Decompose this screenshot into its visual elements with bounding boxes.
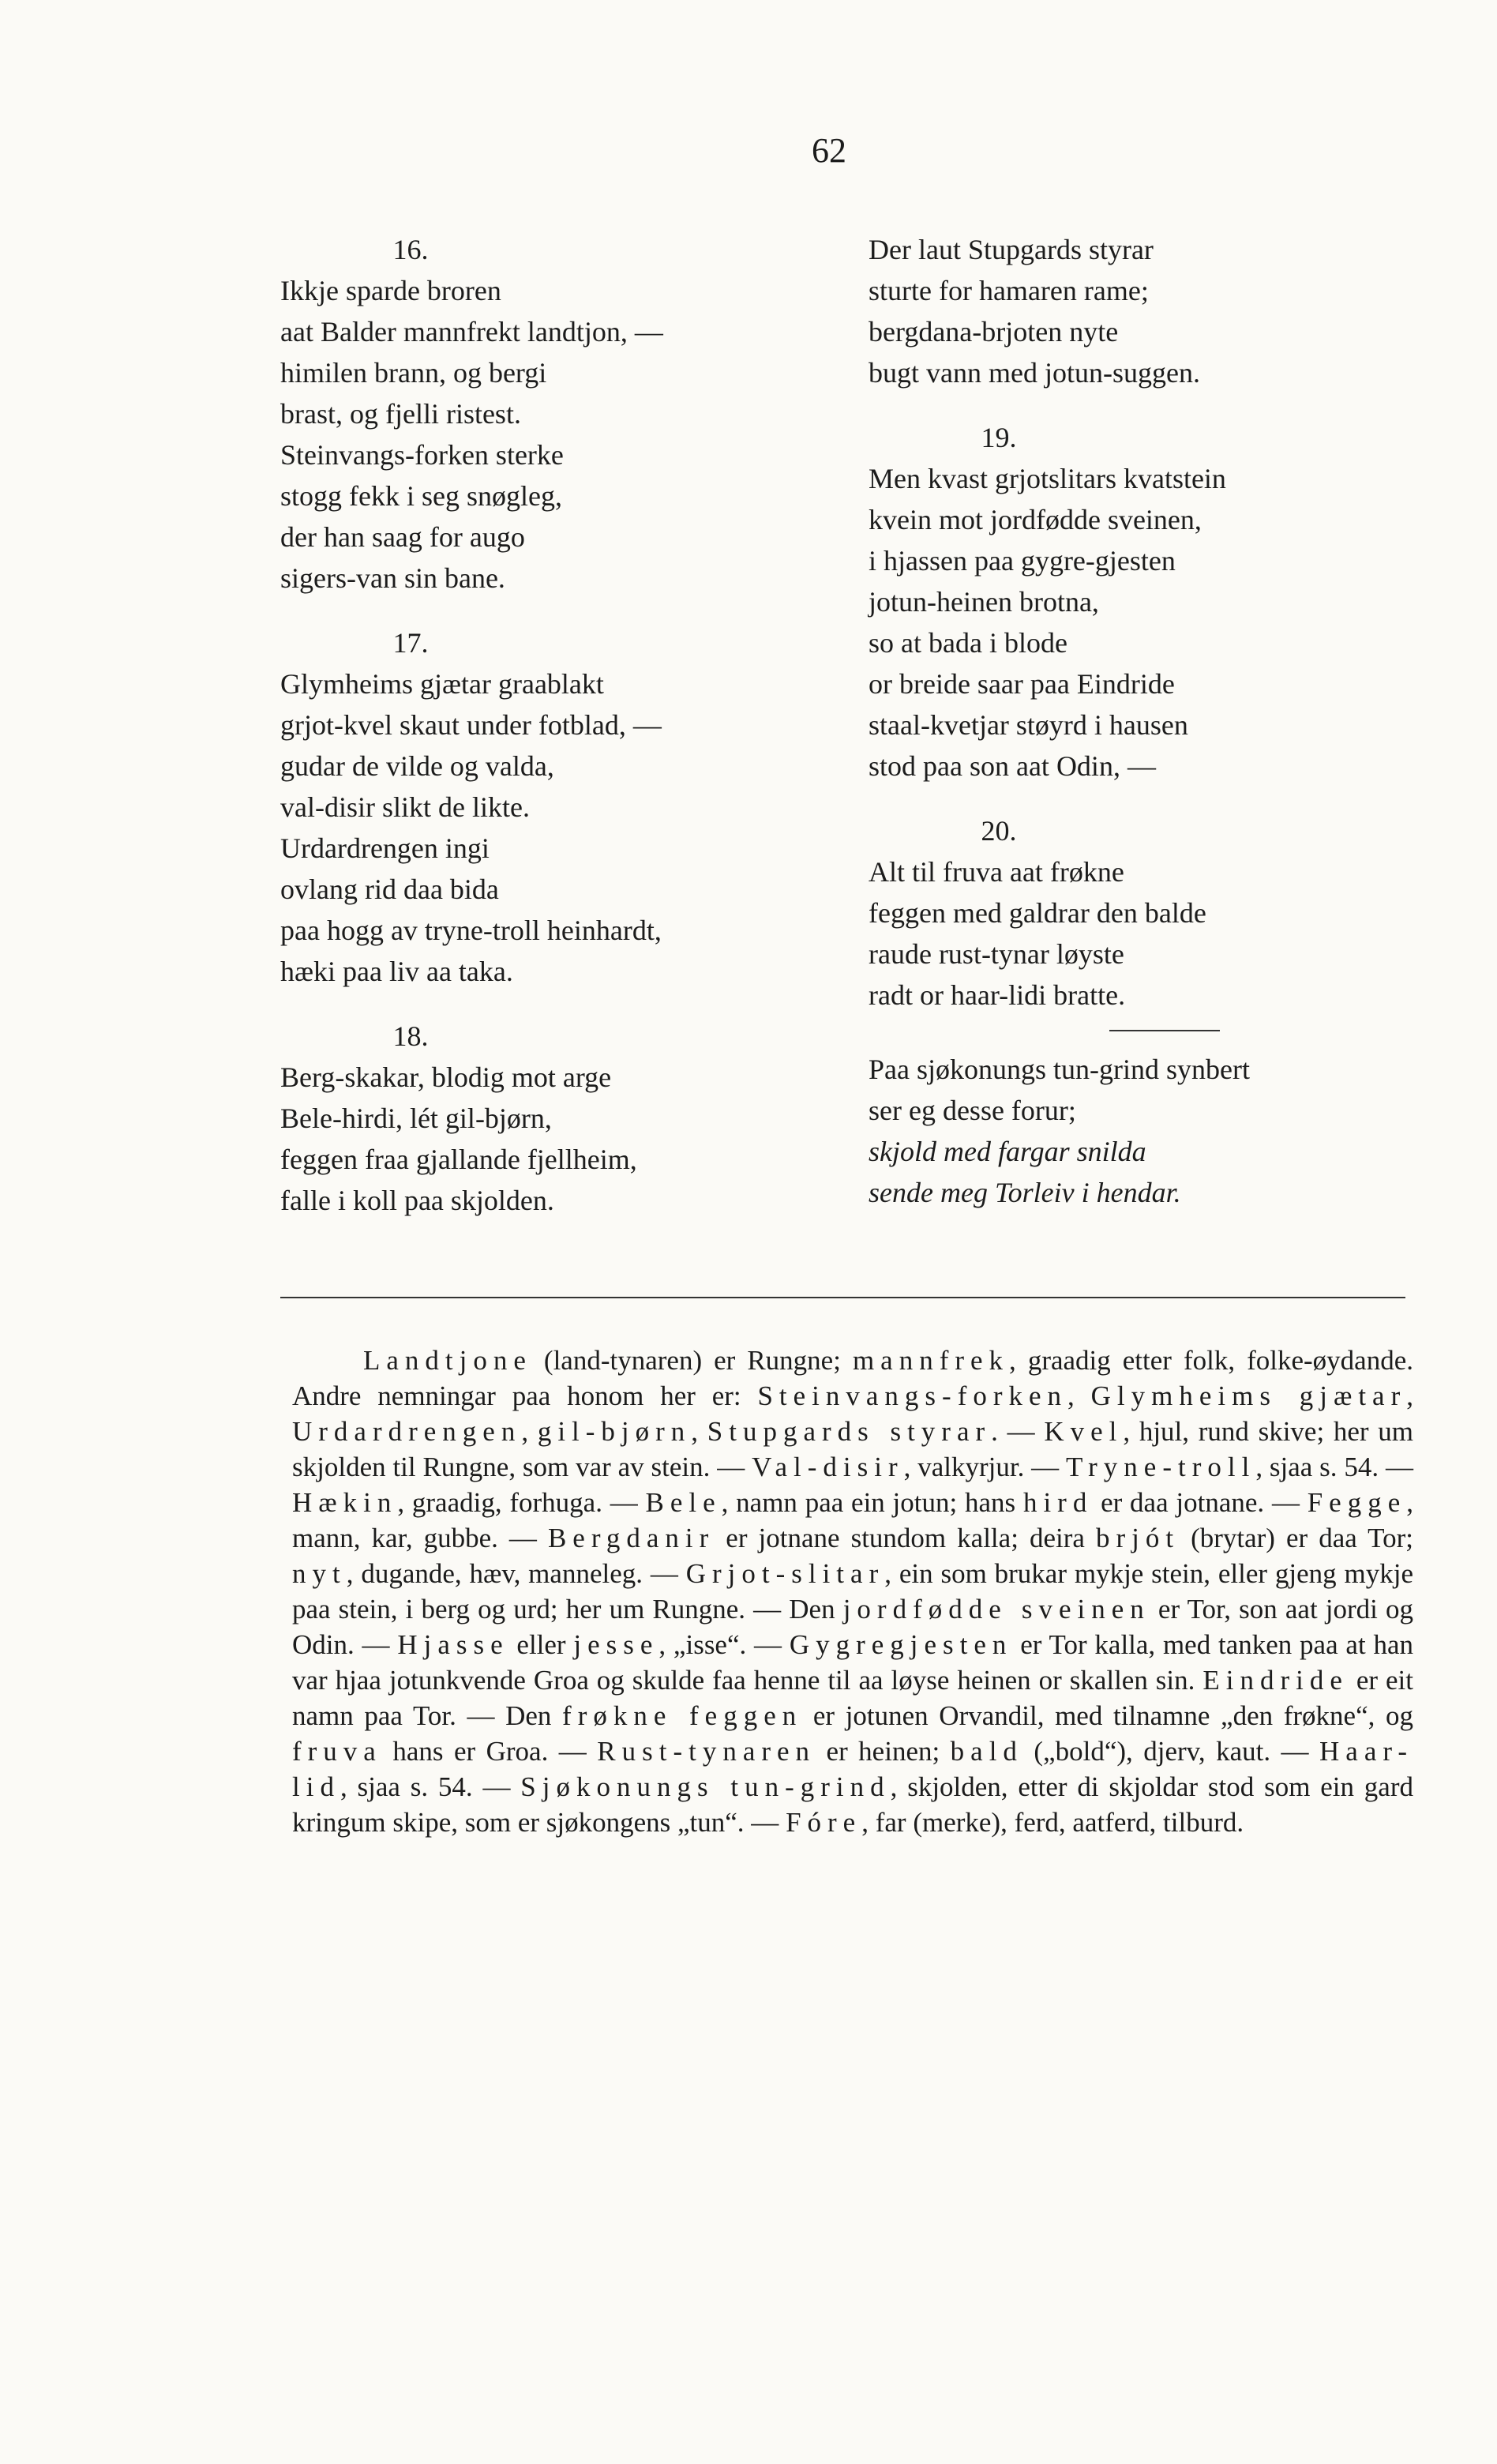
note-text: , skjolden, etter di skjoldar stod som ein gard kringum skipe, som er sjøkongens „tun“. — [292,1771,1413,1838]
verse-line: so at bada i blode [869,627,1067,659]
verse-line: Berg-skakar, blodig mot arge [280,1061,612,1093]
note-text: (brytar) er daa Tor; [1180,1523,1413,1553]
glossed-term: jesse [573,1629,659,1660]
glossed-term: Hjasse [397,1629,509,1660]
glossed-term: Bele [645,1487,722,1518]
glossed-term: Kvel [1044,1416,1124,1447]
left-column [280,229,849,1221]
note-text: . — [991,1416,1045,1447]
verse-line: ovlang rid daa bida [280,873,499,905]
verse-line: Glymheims gjætar graablakt [280,668,604,700]
verse-line: Der laut Stupgards styrar [869,234,1154,265]
verse-line: raude rust-tynar løyste [869,938,1124,970]
note-text: er Tor kalla, med tanken paa at han var hjaa jotunkvende Groa og skulde faa henne til aa løyse heinen or skallen sin. [292,1629,1413,1696]
glossed-term: jordfødde sveinen [842,1594,1150,1625]
verse-line: or breide saar paa Eindride [869,668,1175,700]
verse-line: Steinvangs-forken sterke [280,439,564,471]
note-text: er eit namn paa Tor. — Den [292,1665,1413,1731]
stanza-number: 18. [392,1020,429,1052]
verse-divider [1109,1030,1220,1031]
verse-line: bergdana-brjoten nyte [869,316,1119,347]
glossed-term: Stupgards styrar [707,1416,992,1447]
verse-line: stogg fekk i seg snøgleg, [280,480,562,512]
glossed-term: Val-disir [752,1452,904,1482]
note-text: („bold“), djerv, kaut. — [1022,1736,1320,1767]
verse-line: val-disir slikt de likte. [280,791,530,823]
verse-line: gudar de vilde og valda, [280,750,554,782]
glossed-term: fruva [292,1736,382,1767]
glossed-term: Rust-tynaren [597,1736,816,1767]
glossed-term: Steinvangs-forken [757,1380,1068,1411]
note-text: , graadig, forhuga. — [397,1487,646,1518]
right-column [869,229,1453,1213]
stanza-number: 20. [981,815,1017,847]
verse-line: sturte for hamaren rame; [869,275,1149,306]
verse-line: ser eg desse forur; [869,1095,1076,1126]
verse-line: feggen fraa gjallande fjellheim, [280,1144,637,1175]
verse-line: Ikkje sparde broren [280,275,501,306]
verse-line: feggen med galdrar den balde [869,897,1206,929]
note-text: er jotnane stundom kalla; deira [715,1523,1096,1553]
verse-line: Urdardrengen ingi [280,832,490,864]
note-text: , far (merke), ferd, aatferd, tilburd. [861,1807,1244,1838]
note-text: , [1067,1380,1091,1411]
footnote-separator [280,1297,1405,1298]
note-text: , graadig etter folk, folke-øydande. Andre nemningar paa honom her er: [292,1345,1413,1411]
verse-line: hæki paa liv aa taka. [280,956,513,987]
verse-line: grjot-kvel skaut under fotblad, — [280,709,662,741]
glossed-term: hird [1022,1487,1094,1518]
glossed-term: Grjot-slitar [685,1558,885,1589]
verse-line: Men kvast grjotslitars kvatstein [869,463,1226,494]
note-text: (land-tynaren) er Rungne; [531,1345,853,1376]
glossed-term: Urdardrengen [292,1416,522,1447]
verse-line: paa hogg av tryne-troll heinhardt, [280,915,662,946]
glossed-term: Hækin [292,1487,398,1518]
stanza-gap [280,992,849,1016]
glossed-term: Gygregjesten [789,1629,1013,1660]
note-text: , ein som brukar mykje stein, eller gjeng mykje paa stein, i berg og urd; her um Rungne. — Den [292,1558,1414,1625]
verse-line: bugt vann med jotun-suggen. [869,357,1200,389]
page-number: 62 [812,131,846,170]
note-text: er heinen; [816,1736,951,1767]
glossed-term: Sjøkonungs tun-grind [520,1771,891,1802]
glossed-term: nyt [292,1558,347,1589]
note-text: , mann, kar, gubbe. — [292,1487,1414,1553]
glossed-term: brjót [1095,1523,1180,1553]
note-text: , dugande, hæv, manneleg. — [346,1558,686,1589]
verse-line: staal-kvetjar støyrd i hausen [869,709,1188,741]
glossed-term: Fegge [1307,1487,1407,1518]
note-text: , namn paa ein jotun; hans [721,1487,1023,1518]
note-text: , hjul, rund skive; her um skjolden til Rungne, som var av stein. — [292,1416,1413,1482]
verse-line: kvein mot jordfødde sveinen, [869,504,1202,535]
verse-line: Bele-hirdi, lét gil-bjørn, [280,1102,552,1134]
verse-line: der han saag for augo [280,521,525,553]
glossed-term: Tryne-troll [1066,1452,1256,1482]
verse-line: aat Balder mannfrekt landtjon, — [280,316,663,347]
note-text: er jotunen Orvandil, med tilnamne „den frøkne“, og [802,1700,1414,1731]
stanza-number: 16. [392,234,429,265]
stanza-gap [280,599,849,622]
note-text: er daa jotnane. — [1093,1487,1308,1518]
note-text: , [521,1416,538,1447]
verse-line: i hjassen paa gygre-gjesten [869,545,1176,577]
glossed-term: Haar-lid [292,1736,1413,1802]
verse-line: brast, og fjelli ristest. [280,398,521,430]
note-text: , [1406,1380,1414,1411]
verse-line: Alt til fruva aat frøkne [869,856,1124,888]
note-text: er Tor, son aat jordi og Odin. — [292,1594,1414,1660]
note-text: hans er Groa. — [381,1736,598,1767]
glossed-term: Bergdanir [547,1523,715,1553]
verse-line: falle i koll paa skjolden. [280,1185,554,1216]
verse-line: sigers-van sin bane. [280,562,505,594]
stanza-number: 17. [392,627,429,659]
stanza-gap [869,393,1453,417]
stanza-number: 19. [981,422,1017,453]
note-text: , „isse“. — [658,1629,790,1660]
stanza-gap [869,787,1453,810]
note-text: eller [508,1629,574,1660]
glossed-term: bald [950,1736,1023,1767]
verse-line: radt or haar-lidi bratte. [869,979,1126,1011]
footnote-text [292,1343,1413,1840]
verse-line: Paa sjøkonungs tun-grind synbert [869,1054,1250,1085]
italic-verse-line: skjold med fargar snilda [869,1136,1146,1167]
glossed-term: gil-bjørn [537,1416,692,1447]
footnotes [292,1343,1413,1840]
italic-verse-line: sende meg Torleiv i hendar. [869,1177,1181,1208]
glossed-term: Landtjone [363,1345,532,1376]
note-text: , sjaa s. 54. — [340,1771,521,1802]
note-text: , sjaa s. 54. — [1255,1452,1413,1482]
verse-line: himilen brann, og bergi [280,357,547,389]
note-text: , [691,1416,707,1447]
note-text: , valkyrjur. — [903,1452,1066,1482]
glossed-term: frøkne feggen [562,1700,803,1731]
glossed-term: Glymheims gjætar [1090,1380,1407,1411]
glossed-term: mannfrek [852,1345,1010,1376]
glossed-term: Eindride [1202,1665,1349,1696]
verse-line: stod paa son aat Odin, — [869,750,1156,782]
verse-line: jotun-heinen brotna, [869,586,1099,618]
glossed-term: Fóre [786,1807,862,1838]
